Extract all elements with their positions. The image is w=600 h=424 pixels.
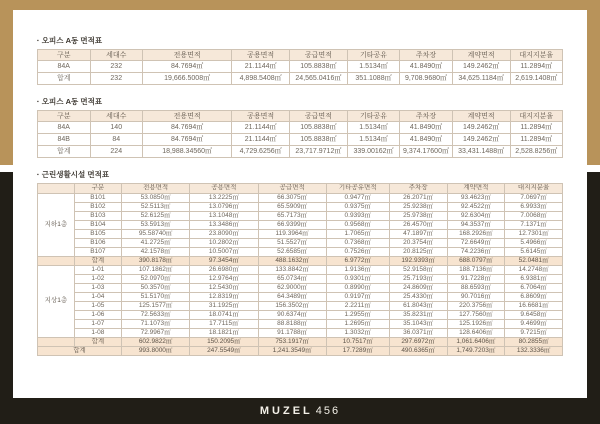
data-cell: 74.2236㎡: [447, 248, 505, 257]
data-cell: 20.8125㎡: [389, 248, 447, 257]
table-row: [38, 320, 563, 329]
data-cell: 19,666.5008㎡: [143, 73, 232, 85]
data-cell: 65.5909㎡: [258, 203, 326, 212]
data-cell: 0.9197㎡: [326, 293, 389, 302]
data-cell: 17.7115㎡: [190, 320, 258, 329]
data-cell: 66.3075㎡: [258, 194, 326, 203]
table-row: [38, 248, 563, 257]
data-cell: 84.7694㎡: [143, 134, 232, 146]
data-cell: 6.7064㎡: [505, 284, 563, 293]
section-title-text: 오피스 A동 면적표: [41, 36, 103, 45]
data-cell: 88.6593㎡: [447, 284, 505, 293]
data-cell: 220.3756㎡: [447, 302, 505, 311]
data-cell: 35.8231㎡: [389, 311, 447, 320]
data-cell: 88.8188㎡: [258, 320, 326, 329]
data-cell: 2,619.1408㎡: [510, 73, 563, 85]
data-cell: B103: [74, 212, 121, 221]
data-cell: 18.0741㎡: [190, 311, 258, 320]
data-cell: 24,565.0416㎡: [290, 73, 348, 85]
data-cell: 10.5007㎡: [190, 248, 258, 257]
data-cell: 84.7694㎡: [143, 122, 232, 134]
data-cell: 92.6304㎡: [447, 212, 505, 221]
data-cell: 25.9738㎡: [389, 212, 447, 221]
data-cell: 합계: [38, 347, 122, 356]
data-cell: 합계: [38, 146, 91, 158]
data-cell: 753.1917㎡: [258, 338, 326, 347]
data-cell: 6.9772㎡: [326, 257, 389, 266]
data-cell: 23,717.9712㎡: [290, 146, 348, 158]
data-cell: 84A: [38, 122, 91, 134]
data-cell: 13.0796㎡: [190, 203, 258, 212]
data-cell: B101: [74, 194, 121, 203]
data-cell: 13.2225㎡: [190, 194, 258, 203]
data-cell: 1-03: [74, 284, 121, 293]
section-office-a-2: [37, 97, 563, 158]
data-cell: 52.6585㎡: [258, 248, 326, 257]
data-cell: 61.8043㎡: [389, 302, 447, 311]
data-cell: 1.2955㎡: [326, 311, 389, 320]
gold-frame-left: [0, 10, 13, 165]
header-cell: 공급면적: [290, 50, 348, 61]
header-row: [38, 50, 563, 61]
header-cell: 구분: [38, 50, 91, 61]
header-cell: 전용면적: [143, 50, 232, 61]
data-cell: 1.3032㎡: [326, 329, 389, 338]
data-cell: 119.3964㎡: [258, 230, 326, 239]
data-cell: 1-05: [74, 302, 121, 311]
data-cell: 84A: [38, 61, 91, 73]
grand-total-row: [38, 347, 563, 356]
neighborhood-facility-table: [37, 183, 563, 356]
data-cell: 12.8319㎡: [190, 293, 258, 302]
data-cell: 18.1821㎡: [190, 329, 258, 338]
data-cell: 602.9822㎡: [122, 338, 190, 347]
header-cell: 전용면적: [122, 184, 190, 194]
data-cell: 1-04: [74, 293, 121, 302]
data-cell: 224: [90, 146, 143, 158]
data-cell: 4,898.5408㎡: [232, 73, 290, 85]
section-title: [37, 36, 563, 45]
data-cell: 2,528.8256㎡: [510, 146, 563, 158]
header-cell: 기타공유면적: [326, 184, 389, 194]
data-cell: 1.7065㎡: [326, 230, 389, 239]
data-cell: 232: [90, 61, 143, 73]
data-cell: 21.1144㎡: [232, 61, 290, 73]
data-cell: 688.0797㎡: [447, 257, 505, 266]
data-cell: [38, 257, 75, 266]
data-cell: 149.2462㎡: [452, 61, 510, 73]
data-cell: 26.6980㎡: [190, 266, 258, 275]
data-cell: 0.9393㎡: [326, 212, 389, 221]
data-cell: 993.8000㎡: [122, 347, 190, 356]
black-frame-right: [587, 172, 600, 424]
data-cell: B104: [74, 221, 121, 230]
data-cell: 105.8838㎡: [290, 134, 348, 146]
data-cell: 13.1048㎡: [190, 212, 258, 221]
data-cell: 488.1632㎡: [258, 257, 326, 266]
data-cell: 128.6406㎡: [447, 329, 505, 338]
header-cell: 계약면적: [452, 111, 510, 122]
table-row: [38, 194, 563, 203]
data-cell: 26.4570㎡: [389, 221, 447, 230]
data-cell: 72.5633㎡: [122, 311, 190, 320]
data-cell: 93.4623㎡: [447, 194, 505, 203]
data-cell: 10.2802㎡: [190, 239, 258, 248]
data-cell: 11.2894㎡: [510, 61, 563, 73]
data-cell: 90.6374㎡: [258, 311, 326, 320]
table-row: [38, 221, 563, 230]
header-cell: 기타공유: [347, 111, 400, 122]
header-cell: 주차장: [389, 184, 447, 194]
data-cell: 24.8609㎡: [389, 284, 447, 293]
data-cell: 94.3537㎡: [447, 221, 505, 230]
data-cell: 91.1788㎡: [258, 329, 326, 338]
section-office-a-1: [37, 36, 563, 85]
gold-frame-right: [587, 10, 600, 165]
data-cell: 232: [90, 73, 143, 85]
data-cell: 41.2725㎡: [122, 239, 190, 248]
data-cell: 188.7136㎡: [447, 266, 505, 275]
data-cell: 33,431.1488㎡: [452, 146, 510, 158]
data-cell: 1.5134㎡: [347, 61, 400, 73]
data-cell: 52.0481㎡: [505, 257, 563, 266]
data-cell: 10.7517㎡: [326, 338, 389, 347]
data-cell: 95.58740㎡: [122, 230, 190, 239]
data-cell: 41.8490㎡: [400, 134, 453, 146]
table-row: [38, 61, 563, 73]
header-cell: 주차장: [400, 111, 453, 122]
header-cell: 구분: [38, 111, 91, 122]
data-cell: 7.0697㎡: [505, 194, 563, 203]
data-cell: 7.1371㎡: [505, 221, 563, 230]
header-cell: 세대수: [90, 111, 143, 122]
data-cell: [38, 338, 75, 347]
data-cell: 20.3754㎡: [389, 239, 447, 248]
data-cell: 6.9933㎡: [505, 203, 563, 212]
data-cell: 168.2926㎡: [447, 230, 505, 239]
data-cell: 140: [90, 122, 143, 134]
data-cell: 72.6649㎡: [447, 239, 505, 248]
data-cell: 0.9568㎡: [326, 221, 389, 230]
data-cell: 66.9399㎡: [258, 221, 326, 230]
data-cell: 80.2855㎡: [505, 338, 563, 347]
data-cell: 합계: [74, 257, 121, 266]
section-title: [37, 97, 563, 106]
data-cell: 6.9381㎡: [505, 275, 563, 284]
data-cell: 36.0371㎡: [389, 329, 447, 338]
data-cell: 41.8490㎡: [400, 61, 453, 73]
data-cell: 1-06: [74, 311, 121, 320]
data-cell: 26.2071㎡: [389, 194, 447, 203]
data-cell: 65.0734㎡: [258, 275, 326, 284]
square-bullet-icon: ▪: [37, 172, 39, 178]
header-cell: 공급면적: [290, 111, 348, 122]
data-cell: 0.7368㎡: [326, 239, 389, 248]
data-cell: 42.1578㎡: [122, 248, 190, 257]
header-cell: 대지지분율: [510, 111, 563, 122]
data-cell: 21.1144㎡: [232, 122, 290, 134]
data-cell: 0.9301㎡: [326, 275, 389, 284]
data-cell: 149.2462㎡: [452, 122, 510, 134]
subtotal-row: [38, 257, 563, 266]
header-cell: 주차장: [400, 50, 453, 61]
data-cell: 1.5134㎡: [347, 122, 400, 134]
header-cell: 공용면적: [232, 50, 290, 61]
office-a-table-2: [37, 110, 563, 158]
data-cell: 34,625.1184㎡: [452, 73, 510, 85]
data-cell: 107.1862㎡: [122, 266, 190, 275]
data-cell: 9.6458㎡: [505, 311, 563, 320]
data-cell: 0.9375㎡: [326, 203, 389, 212]
data-cell: 156.3502㎡: [258, 302, 326, 311]
data-cell: 149.2462㎡: [452, 134, 510, 146]
header-cell: 공용면적: [232, 111, 290, 122]
table-row: [38, 311, 563, 320]
brand-number: 456: [315, 405, 341, 417]
data-cell: 53.0850㎡: [122, 194, 190, 203]
data-cell: 0.9477㎡: [326, 194, 389, 203]
table-row: [38, 329, 563, 338]
gold-frame-top: [0, 0, 600, 10]
data-cell: 1.2695㎡: [326, 320, 389, 329]
data-cell: B107: [74, 248, 121, 257]
data-cell: 5.6145㎡: [505, 248, 563, 257]
header-cell: 계약면적: [452, 50, 510, 61]
data-cell: 14.2748㎡: [505, 266, 563, 275]
data-cell: 84.7694㎡: [143, 61, 232, 73]
table-row: [38, 284, 563, 293]
data-cell: 351.1088㎡: [347, 73, 400, 85]
data-cell: B106: [74, 239, 121, 248]
header-cell: 대지지분율: [510, 50, 563, 61]
data-cell: 23.8090㎡: [190, 230, 258, 239]
data-cell: 297.6972㎡: [389, 338, 447, 347]
section-title-text: 근린생활시설 면적표: [41, 170, 110, 179]
data-cell: 7.0068㎡: [505, 212, 563, 221]
data-cell: 1-01: [74, 266, 121, 275]
data-cell: 247.5549㎡: [190, 347, 258, 356]
data-cell: 50.3570㎡: [122, 284, 190, 293]
data-cell: 490.6365㎡: [389, 347, 447, 356]
data-cell: 2.2211㎡: [326, 302, 389, 311]
table-row: [38, 275, 563, 284]
data-cell: 64.3489㎡: [258, 293, 326, 302]
data-cell: 51.5527㎡: [258, 239, 326, 248]
data-cell: 339.00162㎡: [347, 146, 400, 158]
data-cell: 84: [90, 134, 143, 146]
data-cell: 1.9136㎡: [326, 266, 389, 275]
data-cell: 1-08: [74, 329, 121, 338]
table-row: [38, 230, 563, 239]
data-cell: 97.3454㎡: [190, 257, 258, 266]
data-cell: 1.5134㎡: [347, 134, 400, 146]
section-neighborhood-facility: [37, 170, 563, 356]
section-title: [37, 170, 563, 179]
data-cell: 35.1043㎡: [389, 320, 447, 329]
data-cell: 11.2894㎡: [510, 134, 563, 146]
data-cell: 41.8490㎡: [400, 122, 453, 134]
subtotal-row: [38, 338, 563, 347]
data-cell: 17.7289㎡: [326, 347, 389, 356]
header-cell: 계약면적: [447, 184, 505, 194]
data-cell: 1,749.7203㎡: [447, 347, 505, 356]
data-cell: 0.7526㎡: [326, 248, 389, 257]
data-cell: 192.9393㎡: [389, 257, 447, 266]
data-cell: 9,374.17600㎡: [400, 146, 453, 158]
data-cell: 25.4330㎡: [389, 293, 447, 302]
data-cell: 90.7016㎡: [447, 293, 505, 302]
data-cell: 71.1073㎡: [122, 320, 190, 329]
data-cell: 47.1897㎡: [389, 230, 447, 239]
brand-name: MUZEL: [259, 405, 313, 417]
data-cell: 62.9000㎡: [258, 284, 326, 293]
data-cell: 11.2894㎡: [510, 122, 563, 134]
table-row: [38, 122, 563, 134]
data-cell: 9.4699㎡: [505, 320, 563, 329]
data-cell: B105: [74, 230, 121, 239]
table-row: [38, 293, 563, 302]
data-cell: 0.8990㎡: [326, 284, 389, 293]
footer-bar: [0, 398, 600, 424]
data-cell: 25.7193㎡: [389, 275, 447, 284]
table-row: [38, 266, 563, 275]
data-cell: 21.1144㎡: [232, 134, 290, 146]
data-cell: 390.8178㎡: [122, 257, 190, 266]
data-cell: 25.9238㎡: [389, 203, 447, 212]
table-row: [38, 134, 563, 146]
data-cell: 1-07: [74, 320, 121, 329]
data-cell: 65.7173㎡: [258, 212, 326, 221]
data-cell: 53.5913㎡: [122, 221, 190, 230]
data-cell: 4,729.6256㎡: [232, 146, 290, 158]
data-cell: 52.5113㎡: [122, 203, 190, 212]
header-cell: 공용면적: [190, 184, 258, 194]
data-cell: 1-02: [74, 275, 121, 284]
header-cell: 세대수: [90, 50, 143, 61]
brand-logo: [260, 405, 340, 417]
floor-group-label-cell: 지상1층: [38, 266, 75, 338]
table-row: [38, 203, 563, 212]
data-cell: 52.9158㎡: [389, 266, 447, 275]
table-row: [38, 239, 563, 248]
header-row: [38, 111, 563, 122]
data-cell: 1,241.3549㎡: [258, 347, 326, 356]
data-cell: 133.8842㎡: [258, 266, 326, 275]
data-cell: 150.2095㎡: [190, 338, 258, 347]
data-cell: 13.3486㎡: [190, 221, 258, 230]
data-cell: 1,061.6406㎡: [447, 338, 505, 347]
table-row: [38, 302, 563, 311]
data-cell: 127.7560㎡: [447, 311, 505, 320]
data-cell: 52.0970㎡: [122, 275, 190, 284]
data-cell: 12.7301㎡: [505, 230, 563, 239]
header-cell: [38, 184, 75, 194]
data-cell: 합계: [38, 73, 91, 85]
data-cell: 132.3336㎡: [505, 347, 563, 356]
data-cell: B102: [74, 203, 121, 212]
data-cell: 31.1925㎡: [190, 302, 258, 311]
data-cell: 105.8838㎡: [290, 122, 348, 134]
data-cell: 52.6125㎡: [122, 212, 190, 221]
data-cell: 72.9967㎡: [122, 329, 190, 338]
section-title-text: 오피스 A동 면적표: [41, 97, 103, 106]
data-cell: 91.7228㎡: [447, 275, 505, 284]
data-cell: 6.8609㎡: [505, 293, 563, 302]
table-row: [38, 73, 563, 85]
data-cell: 9.7215㎡: [505, 329, 563, 338]
floor-group-label-cell: 지하1층: [38, 194, 75, 257]
square-bullet-icon: ▪: [37, 99, 39, 105]
data-cell: 18,988.34560㎡: [143, 146, 232, 158]
header-cell: 기타공유: [347, 50, 400, 61]
data-cell: 125.1926㎡: [447, 320, 505, 329]
data-cell: 12.9764㎡: [190, 275, 258, 284]
data-cell: 5.4966㎡: [505, 239, 563, 248]
office-a-table-1: [37, 49, 563, 85]
header-cell: 공급면적: [258, 184, 326, 194]
data-cell: 105.8838㎡: [290, 61, 348, 73]
table-row: [38, 212, 563, 221]
data-cell: 12.5430㎡: [190, 284, 258, 293]
header-cell: 구분: [74, 184, 121, 194]
black-frame-left: [0, 172, 13, 424]
data-cell: 125.1577㎡: [122, 302, 190, 311]
header-cell: 대지지분율: [505, 184, 563, 194]
data-cell: 16.6681㎡: [505, 302, 563, 311]
header-cell: 전용면적: [143, 111, 232, 122]
data-cell: 9,708.9680㎡: [400, 73, 453, 85]
data-cell: 84B: [38, 134, 91, 146]
data-cell: 92.4522㎡: [447, 203, 505, 212]
table-row: [38, 146, 563, 158]
data-cell: 51.5170㎡: [122, 293, 190, 302]
header-row: [38, 184, 563, 194]
data-cell: 합계: [74, 338, 121, 347]
square-bullet-icon: ▪: [37, 38, 39, 44]
